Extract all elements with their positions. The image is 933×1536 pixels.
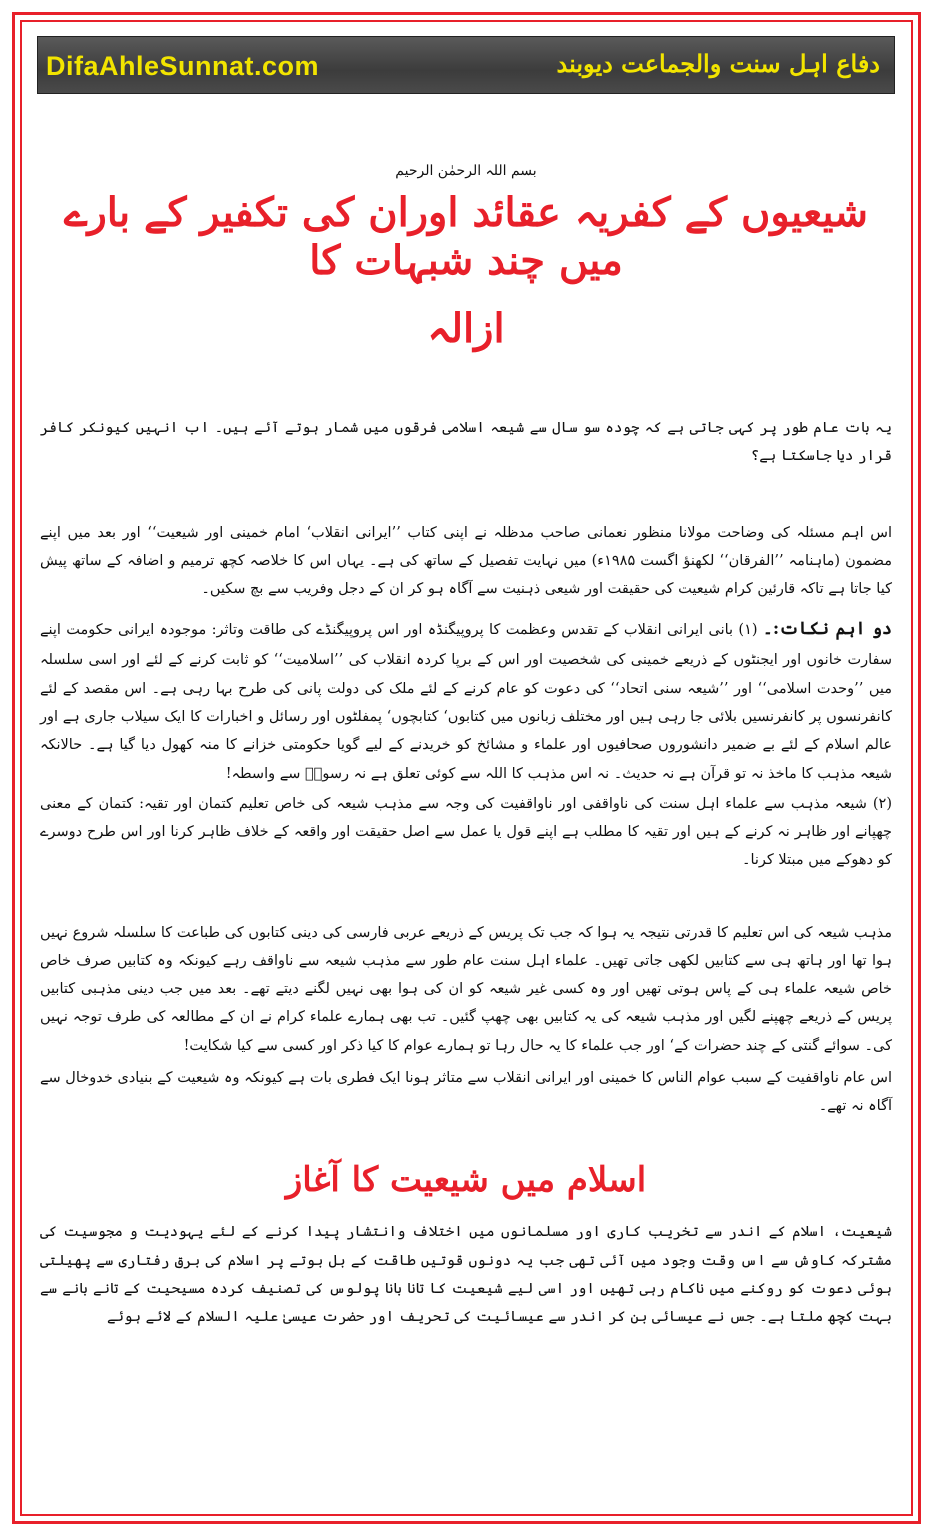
point-one-paragraph bbox=[40, 613, 892, 787]
site-url[interactable]: DifaAhleSunnat.com bbox=[46, 51, 320, 81]
bismillah: بسم اللہ الرحمٰن الرحیم bbox=[395, 163, 537, 179]
article bbox=[40, 95, 892, 1332]
conclusion-paragraph: اس عام ناواقفیت کے سبب عوام الناس کا خمینی اور ایرانی انقلاب سے متاثر ہونا ایک فطری بات ہے کیونکہ وہ شیعیت کے بنیادی خدوخال سے آگاہ نہ تھے۔ bbox=[40, 1069, 892, 1115]
section-paragraph: شیعیت، اسلام کے اندر سے تخریب کاری اور مسلمانوں میں اختلاف وانتشار پیدا کرنے کے لئے یہودیت و مجوسیت کی مشترکہ کاوش سے اس وقت وجود میں آئی تھی جب یہ دونوں قوتیں طاقت کے بل بوتے پر اسلام کی برق رفتاری سے پھیلتی ہوئی دعوت کو روکنے میں ناکام رہی تھیں اور اسی لیے شیعیت کا تانا بانا پولوس کی تصنیف کردہ مسیحیت کے تانے بانے سے بہت کچھ ملتا ہے۔ جس نے عیسائی بن کر اندر سے عیسائیت کی تحریف اور حضرت عیسیٰ علیہ السلام کے لائے ہوئے bbox=[40, 1224, 892, 1326]
section-heading: اسلام میں شیعیت کا آغاز bbox=[285, 1160, 647, 1201]
point-one-text: (۱) بانی ایرانی انقلاب کے تقدس وعظمت کا پروپیگنڈہ اور اس پروپیگنڈے کی طاقت وتاثر: موجودہ ایرانی حکومت اپنے سفارت خانوں اور ایجنٹوں کے ذریعے خمینی کی شخصیت اور اس کے برپا کردہ انقلاب کی ’’اسلامیت‘‘ کو ثابت کرنے کے لئے اور اسی سلسلہ میں ’’وحدت اسلامی‘‘ اور ’’شیعہ سنی اتحاد‘‘ کی دعوت کو عام کرنے کے لئے ملک کی دولت پانی کی طرح بہا رہی ہے۔ اس مقصد کے لئے کانفرنسوں پر کانفرنسیں بلائی جا رہی ہیں اور مختلف زبانوں میں کتابوں‘ کتابچوں‘ پمفلٹوں اور رسائل و اخبارات کا ایک سیلاب جاری ہے اور عالم اسلام کے لئے بے ضمیر دانشوروں صحافیوں اور علماء و مشائخ کو خریدنے کے لیے گویا حکومتی خزانے کا منہ کھول دیا گیا ہے۔ حالانکہ شیعہ مذہب کا ماخذ نہ تو قرآن ہے نہ حدیث۔ نہ اس مذہب کا اللہ سے کوئی تعلق ہے نہ رسولؐ سے واسطہ! bbox=[40, 622, 892, 782]
article-title: شیعیوں کے کفریہ عقائد اوران کی تکفیر کے بارے میں چند شبہات کا bbox=[64, 189, 868, 284]
intro-paragraph: اس اہم مسئلہ کی وضاحت مولانا منظور نعمانی صاحب مدظلہ نے اپنی کتاب ’’ایرانی انقلاب‘ امام خمینی اور شیعیت‘‘ اور بعد میں اپنے مضمون (ماہنامہ ’’الفرقان‘‘ لکھنؤ اگست ۱۹۸۵ء) میں نہایت تفصیل کے ساتھ کی ہے۔ یہاں اس کا خلاصہ کچھ ترمیم و اضافہ کے ساتھ پیش کیا جاتا ہے تاکہ قارئین کرام شیعیت کی حقیقت اور شیعی ذہنیت سے آگاہ ہو کر ان کے دجل وفریب سے بچ سکیں۔ bbox=[40, 524, 892, 598]
organization-name: دفاع اہل سنت والجماعت دیوبند bbox=[556, 49, 880, 78]
point-two-paragraph: (۲) شیعہ مذہب سے علماء اہل سنت کی ناواقفی اور ناواقفیت کی وجہ سے مذہب شیعہ کی خاص تعلیم کتمان اور تقیہ: کتمان کے معنی چھپانے اور ظاہر نہ کرنے کے ہیں اور تقیہ کا مطلب ہے اپنے قول یا عمل سے اصل حقیقت اور واقعہ کے خلاف ظاہر کرنا اور اس طرح دوسرے کو دھوکے میں مبتلا کرنا۔ bbox=[40, 795, 892, 869]
points-label: دو اہم نکات:۔ bbox=[762, 619, 893, 640]
question-paragraph: یہ بات عام طور پر کہی جاتی ہے کہ چودہ سو سال سے شیعہ اسلامی فرقوں میں شمار ہوتے آئے ہیں۔ اب انہیں کیونکر کافر قرار دیا جاسکتا ہے؟ bbox=[40, 420, 892, 465]
article-title-line2: ازالہ bbox=[427, 305, 505, 352]
consequence-paragraph: مذہب شیعہ کی اس تعلیم کا قدرتی نتیجہ یہ ہوا کہ جب تک پریس کے ذریعے عربی فارسی کی دینی کتابوں کی طباعت کا سلسلہ شروع نہیں ہوا تھا اور ہاتھ ہی سے کتابیں لکھی جاتی تھیں۔ علماء اہل سنت عام طور سے مذہب شیعہ سے ناواقف رہے کیونکہ وہ کتابیں صرف خاص خاص شیعہ علماء ہی کے پاس ہوتی تھیں اور وہ کسی غیر شیعہ کو ان کی ہوا بھی نہیں لگنے دیتے تھے۔ بعد میں جب دینی مذہبی کتابیں پریس کے ذریعے چھپنے لگیں اور مذہب شیعہ کی یہ کتابیں بھی چھپ گئیں۔ تب بھی ہمارے علماء کرام نے ان کے مطالعہ کی طرف توجہ نہیں کی۔ سوائے گنتی کے چند حضرات کے‘ اور جب علماء کا یہ حال رہا تو ہمارے عوام کا کیا ذکر اور کسی سے کیا شکایت! bbox=[40, 924, 892, 1054]
header-banner bbox=[37, 36, 895, 94]
